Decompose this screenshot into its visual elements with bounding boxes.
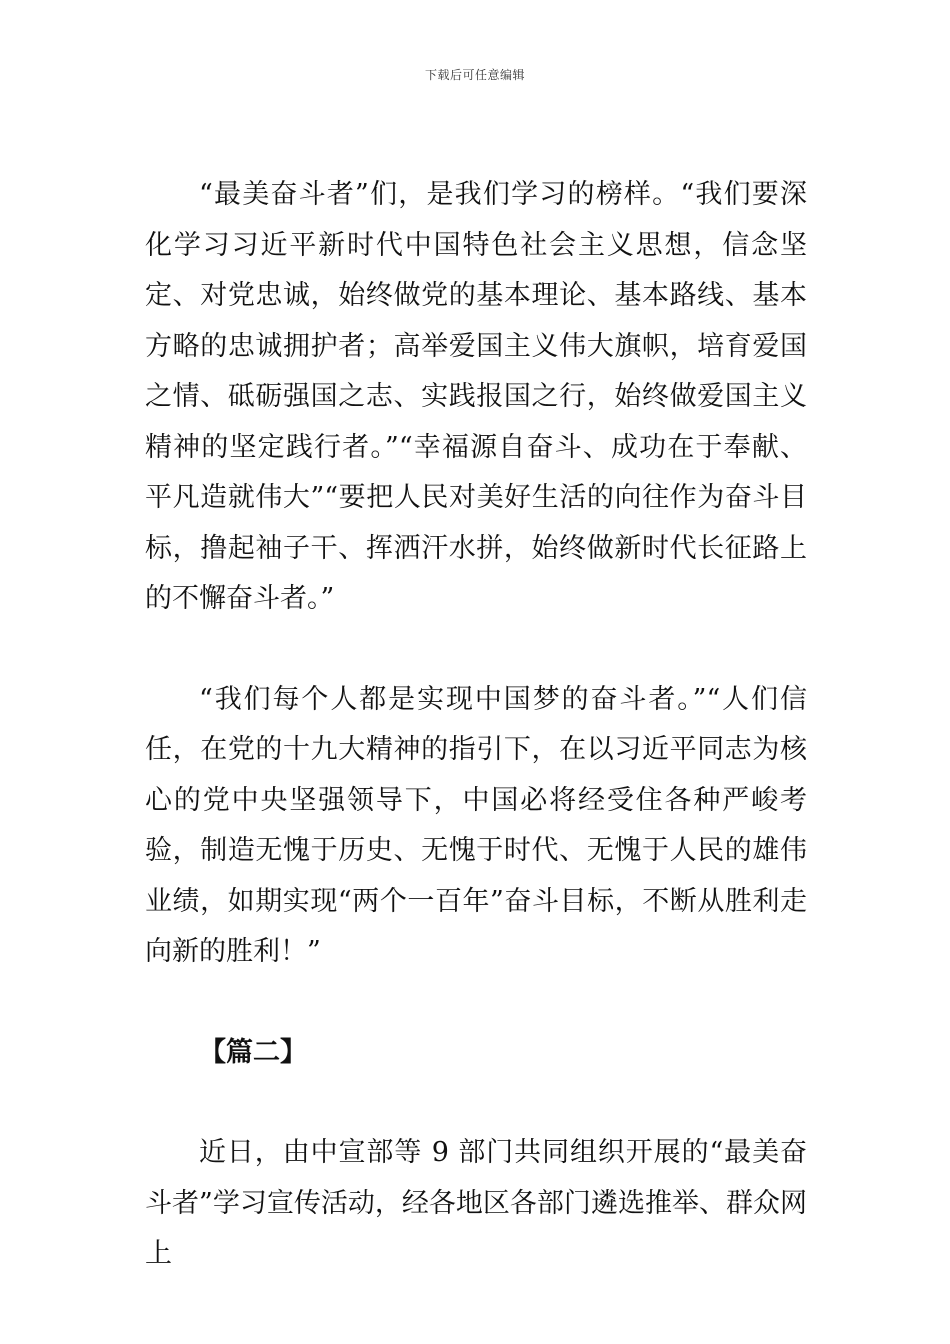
paragraph-2: “我们每个人都是实现中国梦的奋斗者。”“人们信任，在党的十九大精神的指引下，在以习近平同志为核心的党中央坚强领导下，中国必将经受住各种严峻考验，制造无愧于历史、无愧于时代、无愧于人民的雄伟业绩，如期实现“两个一百年”奋斗目标，不断从胜利走向新的胜利！” xyxy=(145,683,807,967)
paragraph-3: 近日，由中宣部等 9 部门共同组织开展的“最美奋斗者”学习宣传活动，经各地区各部门遴选推举、群众网上 xyxy=(145,1137,807,1269)
document-body xyxy=(145,170,807,1280)
header-note: 下载后可任意编辑 xyxy=(424,68,525,82)
section-heading: 【篇二】 xyxy=(199,1036,307,1068)
paragraph-1: “最美奋斗者”们，是我们学习的榜样。“我们要深化学习习近平新时代中国特色社会主义思想，信念坚定、对党忠诚，始终做党的基本理论、基本路线、基本方略的忠诚拥护者；高举爱国主义伟大旗帜，培育爱国之情、砥砺强国之志、实践报国之行，始终做爱国主义精神的坚定践行者。”“幸福源自奋斗、成功在于奉献、平凡造就伟大”“要把人民对美好生活的向往作为奋斗目标，撸起袖子干、挥洒汗水拼，始终做新时代长征路上的不懈奋斗者。” xyxy=(145,179,807,614)
